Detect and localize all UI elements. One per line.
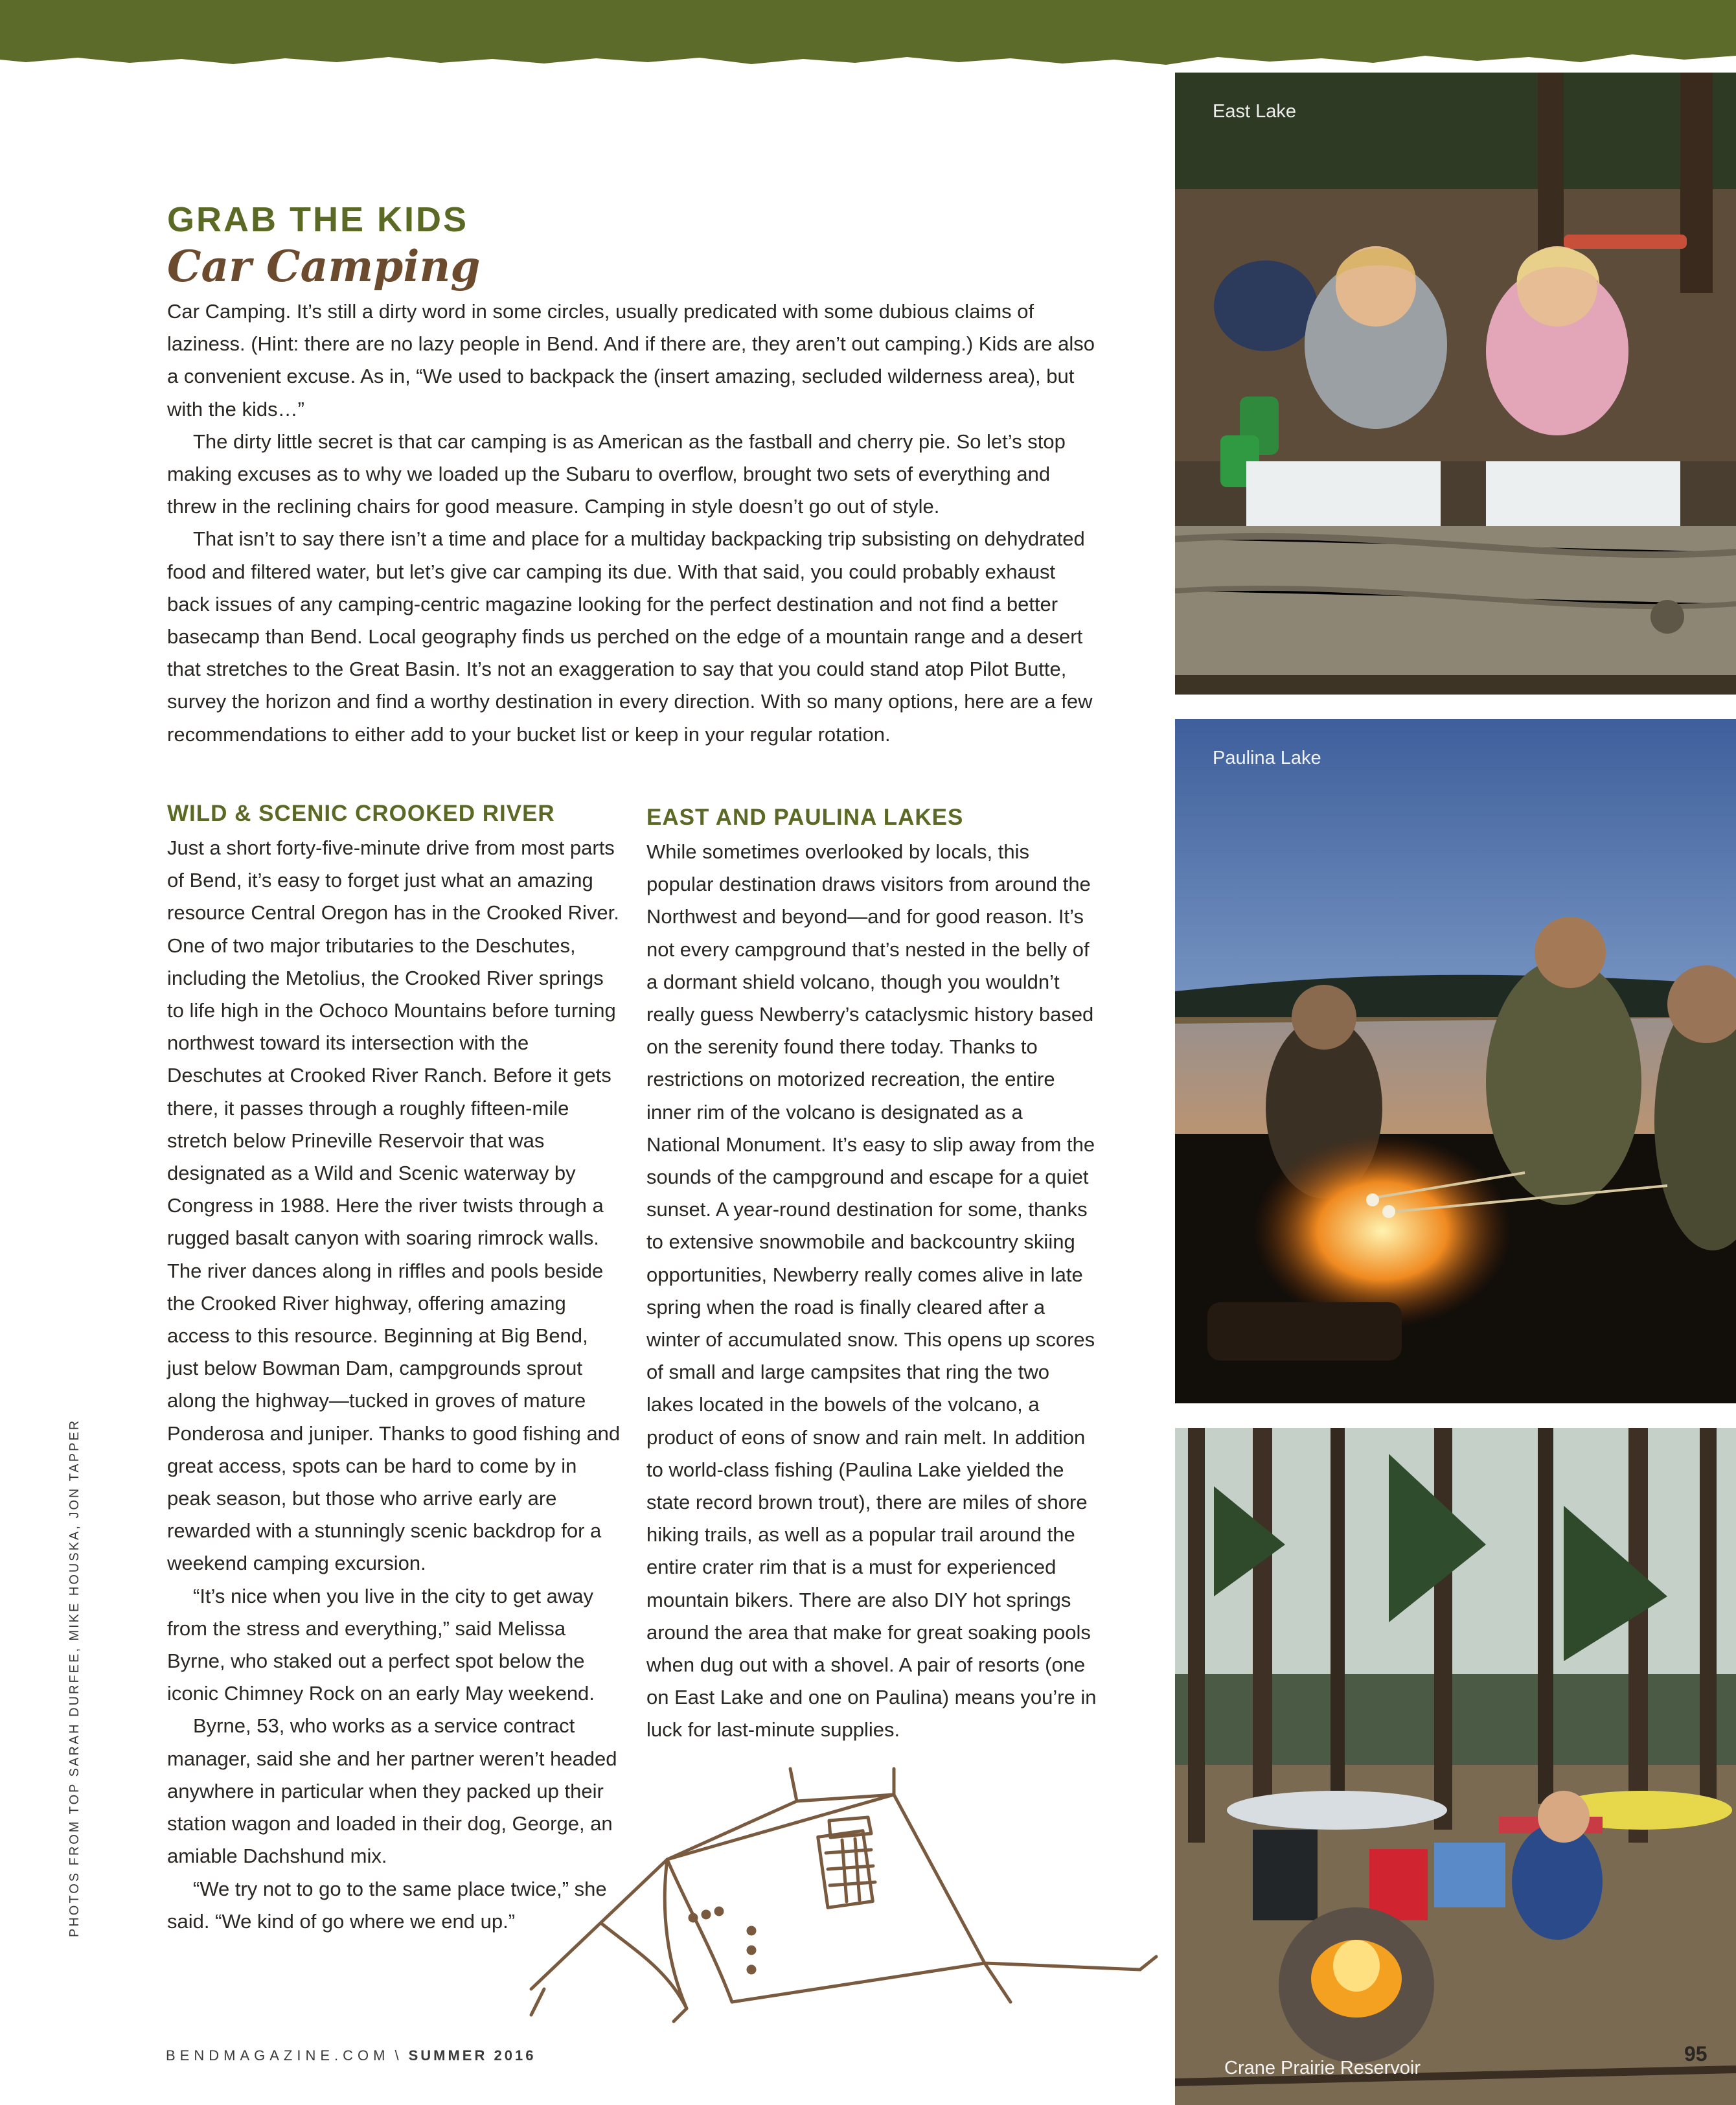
intro-paragraph: The dirty little secret is that car camping is as American as the fastball and cherry pie. So let’s stop making excuses as to why we loaded up the Subaru to overflow, brought two sets of everything and threw in the reclining chairs for good measure. Camping in style doesn’t go out of style. xyxy=(167,430,1066,518)
footer-masthead xyxy=(166,2047,536,2064)
intro-text xyxy=(167,295,1100,751)
tent-illustration xyxy=(518,1756,1159,2034)
footer-site: BENDMAGAZINE.COM xyxy=(166,2047,390,2064)
paulina-lakes-heading: EAST AND PAULINA LAKES xyxy=(646,805,964,830)
paulina-lake-caption: Paulina Lake xyxy=(1213,748,1321,768)
crane-prairie-caption: Crane Prairie Reservoir xyxy=(1224,2058,1421,2078)
section-kicker: GRAB THE KIDS xyxy=(167,200,469,239)
body-paragraph: Byrne, 53, who works as a service contract manager, said she and her partner weren’t headed anywhere in particular when they packed up their station wagon and loaded in their dog, George, an amiable Dachshund mix. xyxy=(167,1714,617,1868)
article-title: Car Camping xyxy=(167,241,481,292)
east-lake-caption: East Lake xyxy=(1213,101,1296,122)
body-paragraph: Just a short forty-five-minute drive from most parts of Bend, it’s easy to forget just what an amazing resource Central Oregon has in the Crooked River. One of two major tributaries to the Deschutes, including the Metolius, the Crooked River springs to life high in the Ochoco Mountains before turning northwest toward its intersection with the Deschutes at Crooked River Ranch. Before it gets there, it passes through a roughly fifteen-mile stretch below Prineville Reservoir that was designated as a Wild and Scenic waterway by Congress in 1988. Here the river twists through a rugged basalt canyon with soaring rimrock walls. The river dances along in riffles and pools beside the Crooked River highway, offering amazing access to this resource. Beginning at Big Bend, just below Bowman Dam, campgrounds sprout along the highway—tucked in groves of mature Ponderosa and juniper. Thanks to good fishing and great access, spots can be hard to come by in peak season, but those who arrive early are rewarded with a stunningly scenic backdrop for a weekend camping excursion. xyxy=(167,836,621,1575)
paulina-lake-photo xyxy=(1175,719,1736,1403)
body-paragraph: “It’s nice when you live in the city to get away from the stress and everything,” said Melissa Byrne, who staked out a perfect spot below the iconic Chimney Rock on an early May weekend. xyxy=(167,1584,595,1705)
paulina-lakes-column xyxy=(646,802,1100,1747)
body-paragraph: While sometimes overlooked by locals, this popular destination draws visitors from around the Northwest and beyond—and for good reason. It’s not every campground that’s nested in the belly of a dormant shield volcano, though you wouldn’t really guess Newberry’s cataclysmic history based on the serenity found there today. Thanks to restrictions on motorized recreation, the entire inner rim of the volcano is designated as a National Monument. It’s easy to slip away from the sounds of the campground and escape for a quiet sunset. A year-round destination for some, thanks to extensive snowmobile and backcountry skiing opportunities, Newberry really comes alive in late spring when the road is finally cleared after a winter of accumulated snow. This opens up scores of small and large campsites that ring the two lakes located in the bowels of the volcano, a product of eons of snow and rain melt. In addition to world-class fishing (Paulina Lake yielded the state record brown trout), there are miles of shore hiking trails, as well as a popular trail around the entire crater rim that is a must for experienced mountain bikers. There are also DIY hot springs around the area that make for great soaking pools when dug out with a shovel. A pair of resorts (one on East Lake and one on Paulina) means you’re in luck for last-minute supplies. xyxy=(646,840,1097,1742)
intro-paragraph: That isn’t to say there isn’t a time and place for a multiday backpacking trip subsisting on dehydrated food and filtered water, but let’s give car camping its due. With that said, you could probably exhaust back issues of any camping-centric magazine looking for the perfect destination and not find a better basecamp than Bend. Local geography finds us perched on the edge of a mountain range and a desert that stretches to the Great Basin. It’s not an exaggeration to say that you could stand atop Pilot Butte, survey the horizon and find a worthy destination in every direction. With so many options, here are a few recommendations to either add to your bucket list or keep in your regular rotation. xyxy=(167,527,1093,746)
top-band xyxy=(0,0,1736,73)
photo-credit: PHOTOS FROM TOP SARAH DURFEE, MIKE HOUSKA, JON TAPPER xyxy=(67,1418,82,1937)
crooked-river-heading: WILD & SCENIC CROOKED RIVER xyxy=(167,801,555,826)
east-lake-photo xyxy=(1175,73,1736,695)
footer-separator: \ xyxy=(394,2047,404,2064)
footer-issue: SUMMER 2016 xyxy=(408,2047,536,2064)
crane-prairie-photo xyxy=(1175,1428,1736,2105)
intro-paragraph: Car Camping. It’s still a dirty word in some circles, usually predicated with some dubious claims of laziness. (Hint: there are no lazy people in Bend. And if there are, they aren’t out camping.) Kids are also a convenient excuse. As in, “We used to backpack the (insert amazing, secluded wilderness area), but with the kids…” xyxy=(167,300,1095,420)
body-paragraph: “We try not to go to the same place twice,” she said. “We kind of go where we end up.” xyxy=(167,1877,607,1933)
page-number: 95 xyxy=(1684,2042,1707,2065)
